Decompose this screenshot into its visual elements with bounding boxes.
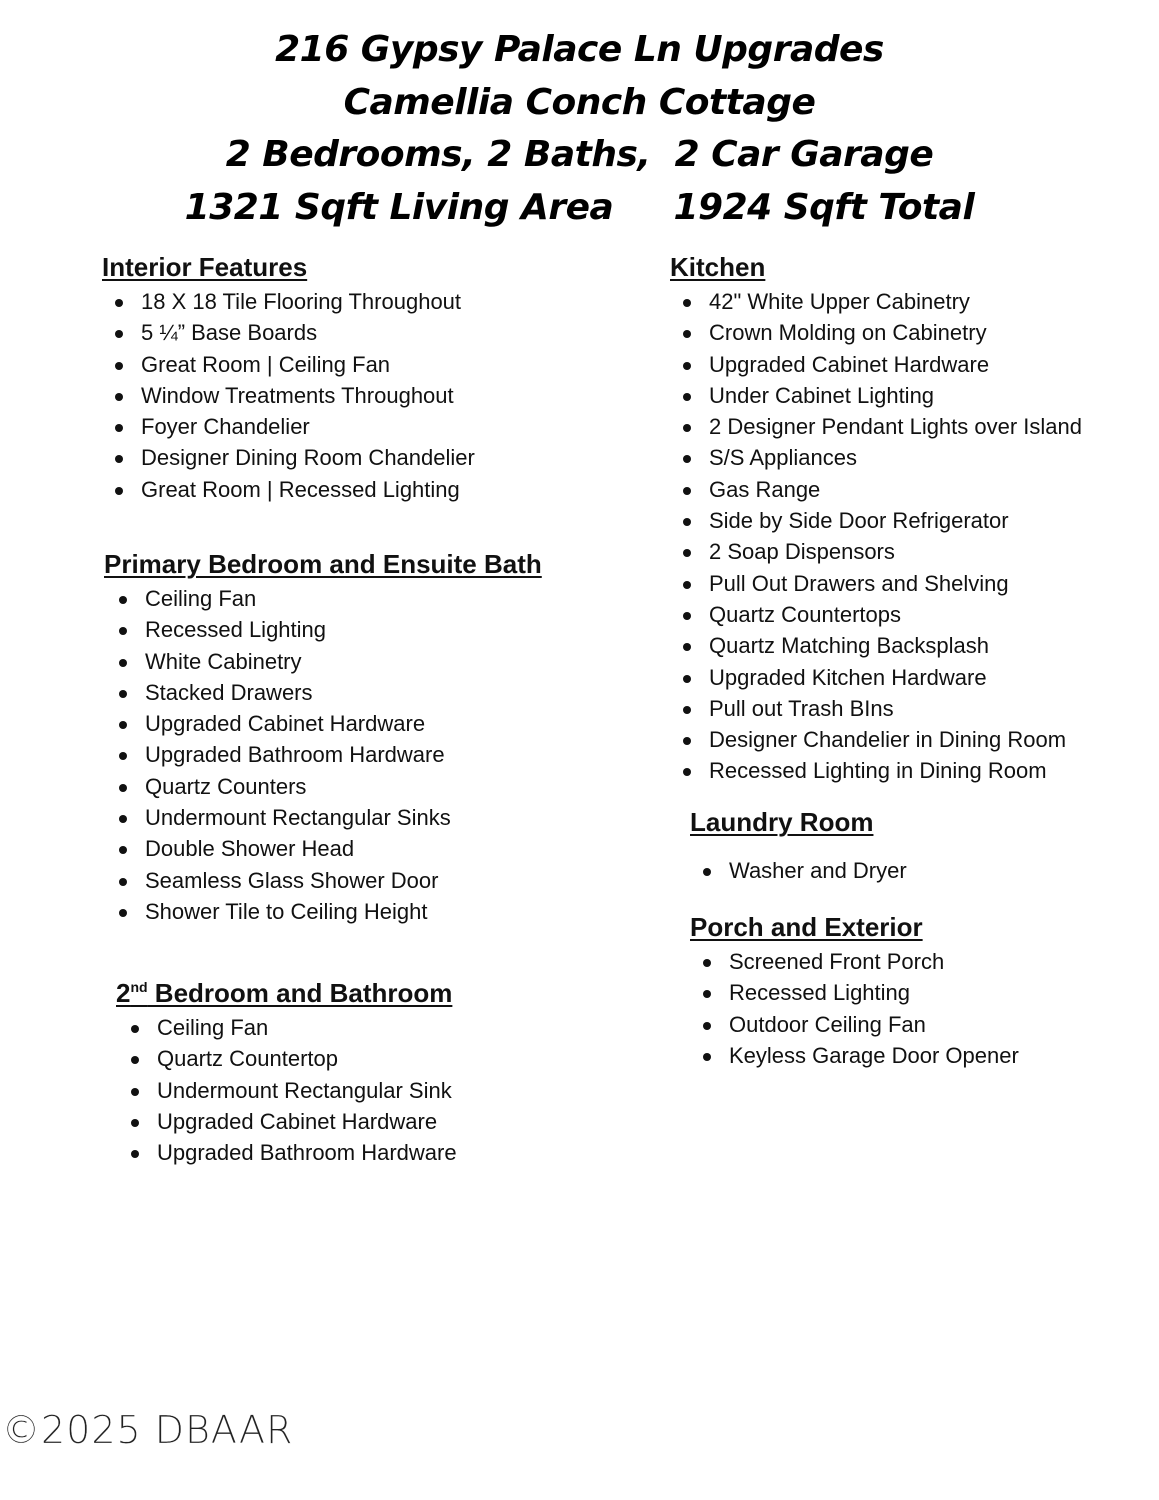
section-kitchen [670,252,1082,787]
list-item: Pull Out Drawers and Shelving [670,568,1082,599]
list-item: Pull out Trash BIns [670,693,1082,724]
list-item: Ceiling Fan [118,1012,457,1043]
list-item: Great Room | Recessed Lighting [102,474,475,505]
list-item: Shower Tile to Ceiling Height [106,896,542,927]
list-item: Under Cabinet Lighting [670,380,1082,411]
list-item: Crown Molding on Cabinetry [670,317,1082,348]
section-laundry-room [690,807,907,886]
list-item: Window Treatments Throughout [102,380,475,411]
section-heading: Interior Features [102,252,308,282]
section-heading: Kitchen [670,252,766,282]
document-title [0,24,1159,234]
list-item: Upgraded Bathroom Hardware [106,739,542,770]
section-primary-bedroom [104,549,542,927]
feature-list [116,1012,457,1168]
list-item: Recessed Lighting [106,614,542,645]
list-item: 2 Soap Dispensors [670,536,1082,567]
copyright-watermark: ©2025 DBAAR [2,1408,294,1452]
list-item: Keyless Garage Door Opener [690,1040,1019,1071]
list-item: 42" White Upper Cabinetry [670,286,1082,317]
list-item: 18 X 18 Tile Flooring Throughout [102,286,475,317]
list-item: Gas Range [670,474,1082,505]
list-item: Upgraded Cabinet Hardware [670,349,1082,380]
list-item: Undermount Rectangular Sink [118,1075,457,1106]
list-item: Upgraded Cabinet Hardware [118,1106,457,1137]
list-item: Quartz Matching Backsplash [670,630,1082,661]
list-item: Washer and Dryer [690,855,907,886]
feature-list [102,286,475,505]
list-item: Outdoor Ceiling Fan [690,1009,1019,1040]
list-item: Recessed Lighting [690,977,1019,1008]
list-item: Upgraded Cabinet Hardware [106,708,542,739]
list-item: Quartz Countertop [118,1043,457,1074]
list-item: Upgraded Bathroom Hardware [118,1137,457,1168]
list-item: Quartz Counters [106,771,542,802]
section-heading: Porch and Exterior [690,912,923,942]
section-heading: Primary Bedroom and Ensuite Bath [104,549,542,579]
feature-list [670,286,1082,787]
list-item: Undermount Rectangular Sinks [106,802,542,833]
section-interior-features [102,252,475,505]
list-item: 5 ¼” Base Boards [102,317,475,348]
section-second-bedroom [116,972,457,1168]
list-item: Double Shower Head [106,833,542,864]
list-item: 2 Designer Pendant Lights over Island [670,411,1082,442]
list-item: White Cabinetry [106,646,542,677]
list-item: Quartz Countertops [670,599,1082,630]
list-item: Ceiling Fan [106,583,542,614]
list-item: Recessed Lighting in Dining Room [670,755,1082,786]
list-item: Seamless Glass Shower Door [106,865,542,896]
list-item: Foyer Chandelier [102,411,475,442]
list-item: Upgraded Kitchen Hardware [670,662,1082,693]
list-item: Designer Chandelier in Dining Room [670,724,1082,755]
list-item: Stacked Drawers [106,677,542,708]
title-model: Camellia Conch Cottage [343,81,816,123]
feature-list [690,946,1019,1071]
feature-list [104,583,542,927]
title-sqft: 1321 Sqft Living Area 1924 Sqft Total [184,186,975,228]
section-porch-exterior [690,912,1019,1071]
feature-list [690,855,907,886]
list-item: Side by Side Door Refrigerator [670,505,1082,536]
list-item: S/S Appliances [670,442,1082,473]
list-item: Designer Dining Room Chandelier [102,442,475,473]
title-rooms: 2 Bedrooms, 2 Baths, 2 Car Garage [225,134,934,175]
title-address: 216 Gypsy Palace Ln Upgrades [275,29,884,70]
list-item: Great Room | Ceiling Fan [102,349,475,380]
section-heading: Laundry Room [690,807,874,837]
list-item: Screened Front Porch [690,946,1019,977]
section-heading: 2nd Bedroom and Bathroom [116,978,453,1008]
